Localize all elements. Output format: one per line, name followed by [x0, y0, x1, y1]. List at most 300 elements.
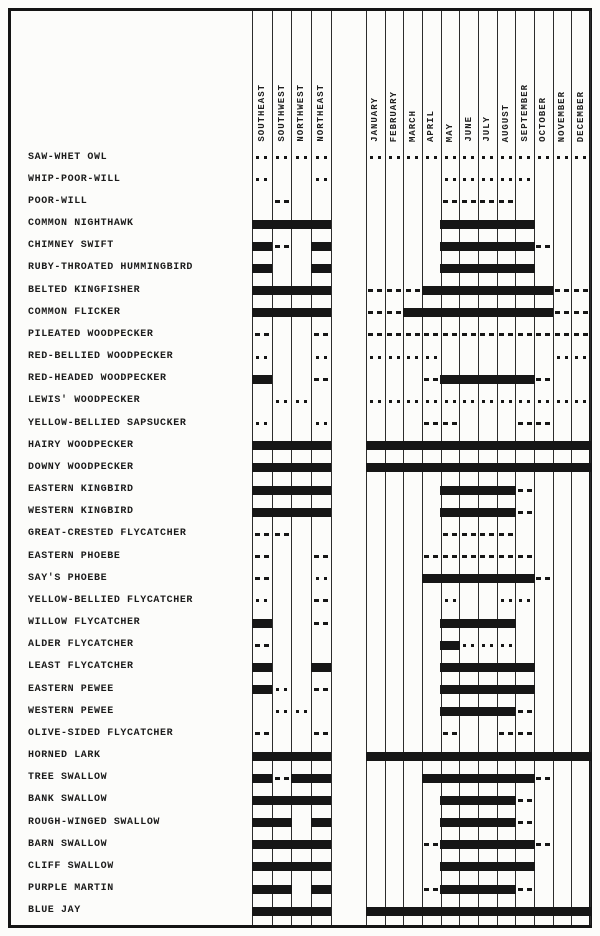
- mark-solid-bar: [311, 242, 332, 251]
- mark-solid-bar: [311, 286, 332, 295]
- mark-dashes: [555, 311, 569, 314]
- mark-solid-bar: [496, 885, 516, 894]
- region-column-header: [294, 0, 308, 142]
- mark-solid-bar: [403, 308, 423, 317]
- mark-solid-bar: [478, 818, 498, 827]
- mark-dashes: [499, 732, 513, 735]
- mark-dots: [538, 156, 549, 159]
- mark-dashes: [387, 289, 401, 292]
- mark-solid-bar: [459, 308, 479, 317]
- mark-solid-bar: [440, 685, 460, 694]
- mark-dots: [276, 156, 287, 159]
- mark-solid-bar: [496, 463, 516, 472]
- column-header-label: MARCH: [407, 109, 418, 142]
- mark-solid-bar: [459, 774, 479, 783]
- mark-solid-bar: [440, 818, 460, 827]
- mark-dashes: [536, 245, 550, 248]
- mark-dashes: [462, 333, 476, 336]
- mark-solid-bar: [291, 752, 312, 761]
- mark-solid-bar: [515, 242, 535, 251]
- species-label: WESTERN KINGBIRD: [28, 506, 134, 518]
- month-column-header: [443, 0, 457, 142]
- mark-solid-bar: [571, 752, 591, 761]
- mark-dashes: [499, 555, 513, 558]
- mark-solid-bar: [440, 486, 460, 495]
- mark-solid-bar: [496, 752, 516, 761]
- mark-solid-bar: [311, 818, 332, 827]
- mark-solid-bar: [534, 441, 554, 450]
- mark-solid-bar: [252, 375, 273, 384]
- mark-solid-bar: [422, 774, 442, 783]
- mark-solid-bar: [291, 220, 312, 229]
- mark-solid-bar: [311, 663, 332, 672]
- mark-solid-bar: [515, 840, 535, 849]
- mark-solid-bar: [571, 907, 591, 916]
- mark-solid-bar: [459, 508, 479, 517]
- mark-dashes: [518, 333, 532, 336]
- month-column-header: [368, 0, 382, 142]
- mark-solid-bar: [496, 375, 516, 384]
- mark-solid-bar: [496, 796, 516, 805]
- mark-solid-bar: [515, 663, 535, 672]
- mark-dots: [316, 178, 327, 181]
- mark-dots: [557, 400, 568, 403]
- mark-dots: [463, 400, 474, 403]
- mark-solid-bar: [534, 752, 554, 761]
- mark-dashes: [255, 732, 269, 735]
- mark-solid-bar: [571, 463, 591, 472]
- mark-dots: [370, 356, 381, 359]
- mark-solid-bar: [478, 441, 498, 450]
- mark-solid-bar: [478, 375, 498, 384]
- mark-solid-bar: [271, 486, 292, 495]
- mark-solid-bar: [515, 286, 535, 295]
- mark-solid-bar: [422, 441, 442, 450]
- mark-solid-bar: [459, 818, 479, 827]
- species-label: CLIFF SWALLOW: [28, 860, 114, 872]
- species-label: WHIP-POOR-WILL: [28, 173, 121, 185]
- mark-solid-bar: [515, 220, 535, 229]
- species-label: POOR-WILL: [28, 195, 88, 207]
- mark-solid-bar: [366, 441, 386, 450]
- mark-solid-bar: [252, 308, 273, 317]
- mark-dots: [389, 400, 400, 403]
- species-label: TREE SWALLOW: [28, 772, 108, 784]
- mark-solid-bar: [440, 375, 460, 384]
- mark-solid-bar: [271, 752, 292, 761]
- mark-solid-bar: [478, 907, 498, 916]
- mark-dashes: [480, 200, 494, 203]
- mark-solid-bar: [422, 463, 442, 472]
- mark-dashes: [536, 378, 550, 381]
- mark-solid-bar: [252, 486, 273, 495]
- mark-solid-bar: [440, 774, 460, 783]
- mark-solid-bar: [478, 308, 498, 317]
- month-column-header: [387, 0, 401, 142]
- mark-solid-bar: [291, 796, 312, 805]
- mark-dots: [426, 356, 437, 359]
- mark-solid-bar: [496, 220, 516, 229]
- mark-dots: [426, 400, 437, 403]
- mark-dashes: [387, 333, 401, 336]
- column-header-label: AUGUST: [501, 103, 511, 142]
- mark-solid-bar: [311, 463, 332, 472]
- mark-solid-bar: [478, 663, 498, 672]
- species-label: OLIVE-SIDED FLYCATCHER: [28, 727, 174, 739]
- mark-dashes: [499, 533, 513, 536]
- region-column-header: [275, 0, 289, 142]
- column-header-label: NORTHWEST: [296, 84, 307, 142]
- mark-dashes: [424, 422, 438, 425]
- mark-dots: [256, 356, 267, 359]
- mark-dashes: [314, 732, 328, 735]
- species-label: EASTERN KINGBIRD: [28, 484, 134, 496]
- mark-solid-bar: [515, 441, 535, 450]
- mark-dashes: [555, 333, 569, 336]
- mark-dots: [316, 156, 327, 159]
- mark-dashes: [314, 333, 328, 336]
- species-label: CHIMNEY SWIFT: [28, 240, 114, 252]
- mark-solid-bar: [534, 308, 554, 317]
- mark-dashes: [518, 489, 532, 492]
- species-label: YELLOW-BELLIED FLYCATCHER: [28, 594, 194, 606]
- mark-dots: [389, 356, 400, 359]
- mark-dashes: [424, 378, 438, 381]
- mark-solid-bar: [459, 463, 479, 472]
- mark-dots: [276, 400, 287, 403]
- species-label: LEAST FLYCATCHER: [28, 661, 134, 673]
- species-label: GREAT-CRESTED FLYCATCHER: [28, 528, 187, 540]
- mark-dashes: [443, 732, 457, 735]
- column-header-label: JUNE: [463, 116, 474, 142]
- mark-solid-bar: [422, 286, 442, 295]
- mark-dots: [445, 156, 456, 159]
- mark-solid-bar: [515, 752, 535, 761]
- mark-dots: [482, 156, 493, 159]
- mark-solid-bar: [271, 862, 292, 871]
- mark-dashes: [518, 821, 532, 824]
- mark-solid-bar: [478, 264, 498, 273]
- mark-solid-bar: [459, 486, 479, 495]
- mark-solid-bar: [440, 308, 460, 317]
- mark-solid-bar: [291, 774, 312, 783]
- mark-dashes: [368, 289, 382, 292]
- mark-solid-bar: [252, 907, 273, 916]
- mark-solid-bar: [478, 707, 498, 716]
- mark-dots: [316, 422, 327, 425]
- mark-solid-bar: [403, 463, 423, 472]
- mark-solid-bar: [271, 907, 292, 916]
- mark-solid-bar: [252, 242, 273, 251]
- mark-solid-bar: [478, 242, 498, 251]
- mark-dashes: [368, 333, 382, 336]
- mark-solid-bar: [515, 308, 535, 317]
- mark-solid-bar: [403, 752, 423, 761]
- mark-solid-bar: [459, 663, 479, 672]
- mark-solid-bar: [515, 463, 535, 472]
- mark-solid-bar: [252, 619, 273, 628]
- month-column-header: [480, 0, 494, 142]
- mark-dashes: [406, 333, 420, 336]
- column-header-label: JANUARY: [370, 97, 381, 142]
- mark-dashes: [424, 333, 438, 336]
- mark-dashes: [314, 555, 328, 558]
- species-label: PURPLE MARTIN: [28, 883, 114, 895]
- species-label: EASTERN PEWEE: [28, 683, 114, 695]
- month-column-header: [555, 0, 569, 142]
- mark-solid-bar: [552, 463, 572, 472]
- mark-solid-bar: [496, 242, 516, 251]
- mark-solid-bar: [271, 286, 292, 295]
- mark-solid-bar: [422, 752, 442, 761]
- mark-solid-bar: [496, 264, 516, 273]
- mark-dashes: [480, 533, 494, 536]
- mark-dashes: [536, 577, 550, 580]
- mark-solid-bar: [440, 619, 460, 628]
- mark-dashes: [443, 422, 457, 425]
- mark-dots: [519, 178, 530, 181]
- mark-solid-bar: [459, 907, 479, 916]
- mark-solid-bar: [291, 286, 312, 295]
- mark-solid-bar: [384, 441, 404, 450]
- species-label: DOWNY WOODPECKER: [28, 461, 134, 473]
- species-label: RED-BELLIED WOODPECKER: [28, 351, 174, 362]
- mark-dots: [276, 710, 287, 713]
- mark-solid-bar: [534, 463, 554, 472]
- mark-solid-bar: [459, 862, 479, 871]
- mark-dots: [538, 400, 549, 403]
- species-label: SAY'S PHOEBE: [28, 572, 108, 584]
- mark-solid-bar: [252, 752, 273, 761]
- mark-dots: [445, 400, 456, 403]
- mark-dashes: [518, 511, 532, 514]
- mark-solid-bar: [291, 907, 312, 916]
- mark-solid-bar: [515, 774, 535, 783]
- mark-solid-bar: [496, 774, 516, 783]
- mark-solid-bar: [440, 264, 460, 273]
- mark-dashes: [518, 799, 532, 802]
- mark-dots: [256, 178, 267, 181]
- mark-solid-bar: [311, 774, 332, 783]
- mark-solid-bar: [252, 774, 273, 783]
- mark-solid-bar: [291, 862, 312, 871]
- mark-solid-bar: [478, 463, 498, 472]
- month-column-header: [574, 0, 588, 142]
- mark-solid-bar: [252, 840, 273, 849]
- mark-dashes: [574, 311, 588, 314]
- mark-dots: [501, 178, 512, 181]
- mark-dashes: [518, 555, 532, 558]
- mark-solid-bar: [459, 375, 479, 384]
- column-header-label: FEBRUARY: [389, 90, 399, 142]
- mark-solid-bar: [252, 885, 273, 894]
- mark-dots: [370, 400, 381, 403]
- mark-solid-bar: [459, 752, 479, 761]
- mark-dashes: [314, 688, 328, 691]
- mark-dots: [557, 156, 568, 159]
- mark-dashes: [462, 555, 476, 558]
- mark-solid-bar: [478, 486, 498, 495]
- mark-solid-bar: [478, 885, 498, 894]
- mark-dashes: [536, 333, 550, 336]
- mark-dots: [445, 599, 456, 602]
- mark-dots: [256, 156, 267, 159]
- mark-dashes: [387, 311, 401, 314]
- species-label: WESTERN PEWEE: [28, 705, 114, 717]
- mark-solid-bar: [478, 220, 498, 229]
- mark-solid-bar: [478, 685, 498, 694]
- mark-solid-bar: [311, 907, 332, 916]
- mark-solid-bar: [440, 885, 460, 894]
- species-label: YELLOW-BELLIED SAPSUCKER: [28, 417, 187, 429]
- mark-dashes: [255, 555, 269, 558]
- mark-solid-bar: [252, 286, 273, 295]
- mark-dots: [256, 599, 267, 602]
- mark-solid-bar: [496, 619, 516, 628]
- mark-dots: [482, 178, 493, 181]
- mark-solid-bar: [459, 441, 479, 450]
- mark-dots: [575, 156, 586, 159]
- mark-solid-bar: [403, 907, 423, 916]
- mark-solid-bar: [440, 441, 460, 450]
- mark-solid-bar: [459, 242, 479, 251]
- mark-solid-bar: [440, 463, 460, 472]
- month-column-header: [536, 0, 550, 142]
- column-header-label: SOUTHEAST: [256, 84, 267, 142]
- mark-dashes: [462, 533, 476, 536]
- mark-solid-bar: [459, 707, 479, 716]
- mark-dashes: [424, 888, 438, 891]
- mark-dots: [557, 356, 568, 359]
- mark-dashes: [555, 289, 569, 292]
- mark-solid-bar: [311, 308, 332, 317]
- mark-dashes: [255, 644, 269, 647]
- mark-solid-bar: [496, 508, 516, 517]
- mark-dashes: [275, 245, 289, 248]
- mark-solid-bar: [422, 907, 442, 916]
- species-label: HAIRY WOODPECKER: [28, 439, 134, 451]
- mark-dots: [316, 577, 327, 580]
- mark-solid-bar: [440, 641, 460, 650]
- mark-solid-bar: [311, 752, 332, 761]
- mark-solid-bar: [271, 220, 292, 229]
- mark-solid-bar: [311, 840, 332, 849]
- mark-solid-bar: [252, 463, 273, 472]
- mark-solid-bar: [478, 286, 498, 295]
- mark-solid-bar: [571, 441, 591, 450]
- mark-solid-bar: [440, 907, 460, 916]
- mark-solid-bar: [534, 286, 554, 295]
- mark-dashes: [499, 200, 513, 203]
- mark-solid-bar: [478, 574, 498, 583]
- month-column-header: [462, 0, 476, 142]
- mark-solid-bar: [534, 907, 554, 916]
- mark-dots: [463, 644, 474, 647]
- mark-solid-bar: [403, 441, 423, 450]
- mark-solid-bar: [478, 752, 498, 761]
- species-label: ROUGH-WINGED SWALLOW: [28, 816, 161, 828]
- mark-dots: [501, 599, 512, 602]
- mark-dashes: [255, 533, 269, 536]
- mark-dashes: [518, 710, 532, 713]
- mark-solid-bar: [515, 574, 535, 583]
- species-label: ALDER FLYCATCHER: [28, 639, 134, 651]
- month-column-header: [499, 0, 513, 142]
- mark-solid-bar: [459, 796, 479, 805]
- mark-solid-bar: [515, 264, 535, 273]
- mark-dashes: [275, 533, 289, 536]
- mark-solid-bar: [271, 308, 292, 317]
- mark-solid-bar: [478, 619, 498, 628]
- mark-dashes: [462, 200, 476, 203]
- species-label: COMMON NIGHTHAWK: [28, 218, 134, 229]
- mark-solid-bar: [459, 220, 479, 229]
- month-column-header: [518, 0, 532, 142]
- mark-solid-bar: [459, 574, 479, 583]
- region-column-header: [255, 0, 269, 142]
- mark-dashes: [255, 577, 269, 580]
- mark-dashes: [480, 333, 494, 336]
- mark-solid-bar: [440, 840, 460, 849]
- mark-solid-bar: [440, 707, 460, 716]
- mark-dots: [482, 644, 493, 647]
- mark-solid-bar: [271, 508, 292, 517]
- mark-dots: [519, 599, 530, 602]
- mark-dashes: [518, 732, 532, 735]
- mark-solid-bar: [311, 441, 332, 450]
- mark-dashes: [275, 200, 289, 203]
- mark-solid-bar: [496, 574, 516, 583]
- mark-dashes: [424, 555, 438, 558]
- species-label: SAW-WHET OWL: [28, 151, 108, 163]
- mark-dashes: [406, 289, 420, 292]
- mark-dashes: [275, 777, 289, 780]
- mark-solid-bar: [311, 796, 332, 805]
- mark-dashes: [314, 622, 328, 625]
- mark-solid-bar: [515, 907, 535, 916]
- mark-dots: [501, 400, 512, 403]
- month-column-header: [406, 0, 420, 142]
- mark-solid-bar: [311, 508, 332, 517]
- column-header-label: NORTHEAST: [315, 84, 326, 142]
- species-label: BARN SWALLOW: [28, 838, 108, 850]
- column-header-label: OCTOBER: [538, 97, 549, 142]
- mark-solid-bar: [496, 862, 516, 871]
- mark-dots: [482, 400, 493, 403]
- mark-solid-bar: [311, 862, 332, 871]
- month-column-header: [424, 0, 438, 142]
- mark-dots: [296, 710, 307, 713]
- mark-dots: [519, 156, 530, 159]
- mark-solid-bar: [496, 907, 516, 916]
- mark-solid-bar: [496, 286, 516, 295]
- mark-solid-bar: [384, 463, 404, 472]
- mark-solid-bar: [291, 508, 312, 517]
- mark-solid-bar: [496, 308, 516, 317]
- mark-dots: [575, 356, 586, 359]
- mark-solid-bar: [271, 840, 292, 849]
- species-label: RED-HEADED WOODPECKER: [28, 373, 167, 385]
- mark-dashes: [443, 555, 457, 558]
- mark-solid-bar: [252, 685, 273, 694]
- mark-solid-bar: [459, 264, 479, 273]
- mark-solid-bar: [552, 441, 572, 450]
- species-label: BELTED KINGFISHER: [28, 284, 141, 296]
- mark-dots: [316, 356, 327, 359]
- mark-dots: [407, 156, 418, 159]
- column-header-label: NOVEMBER: [557, 90, 567, 142]
- mark-dots: [426, 156, 437, 159]
